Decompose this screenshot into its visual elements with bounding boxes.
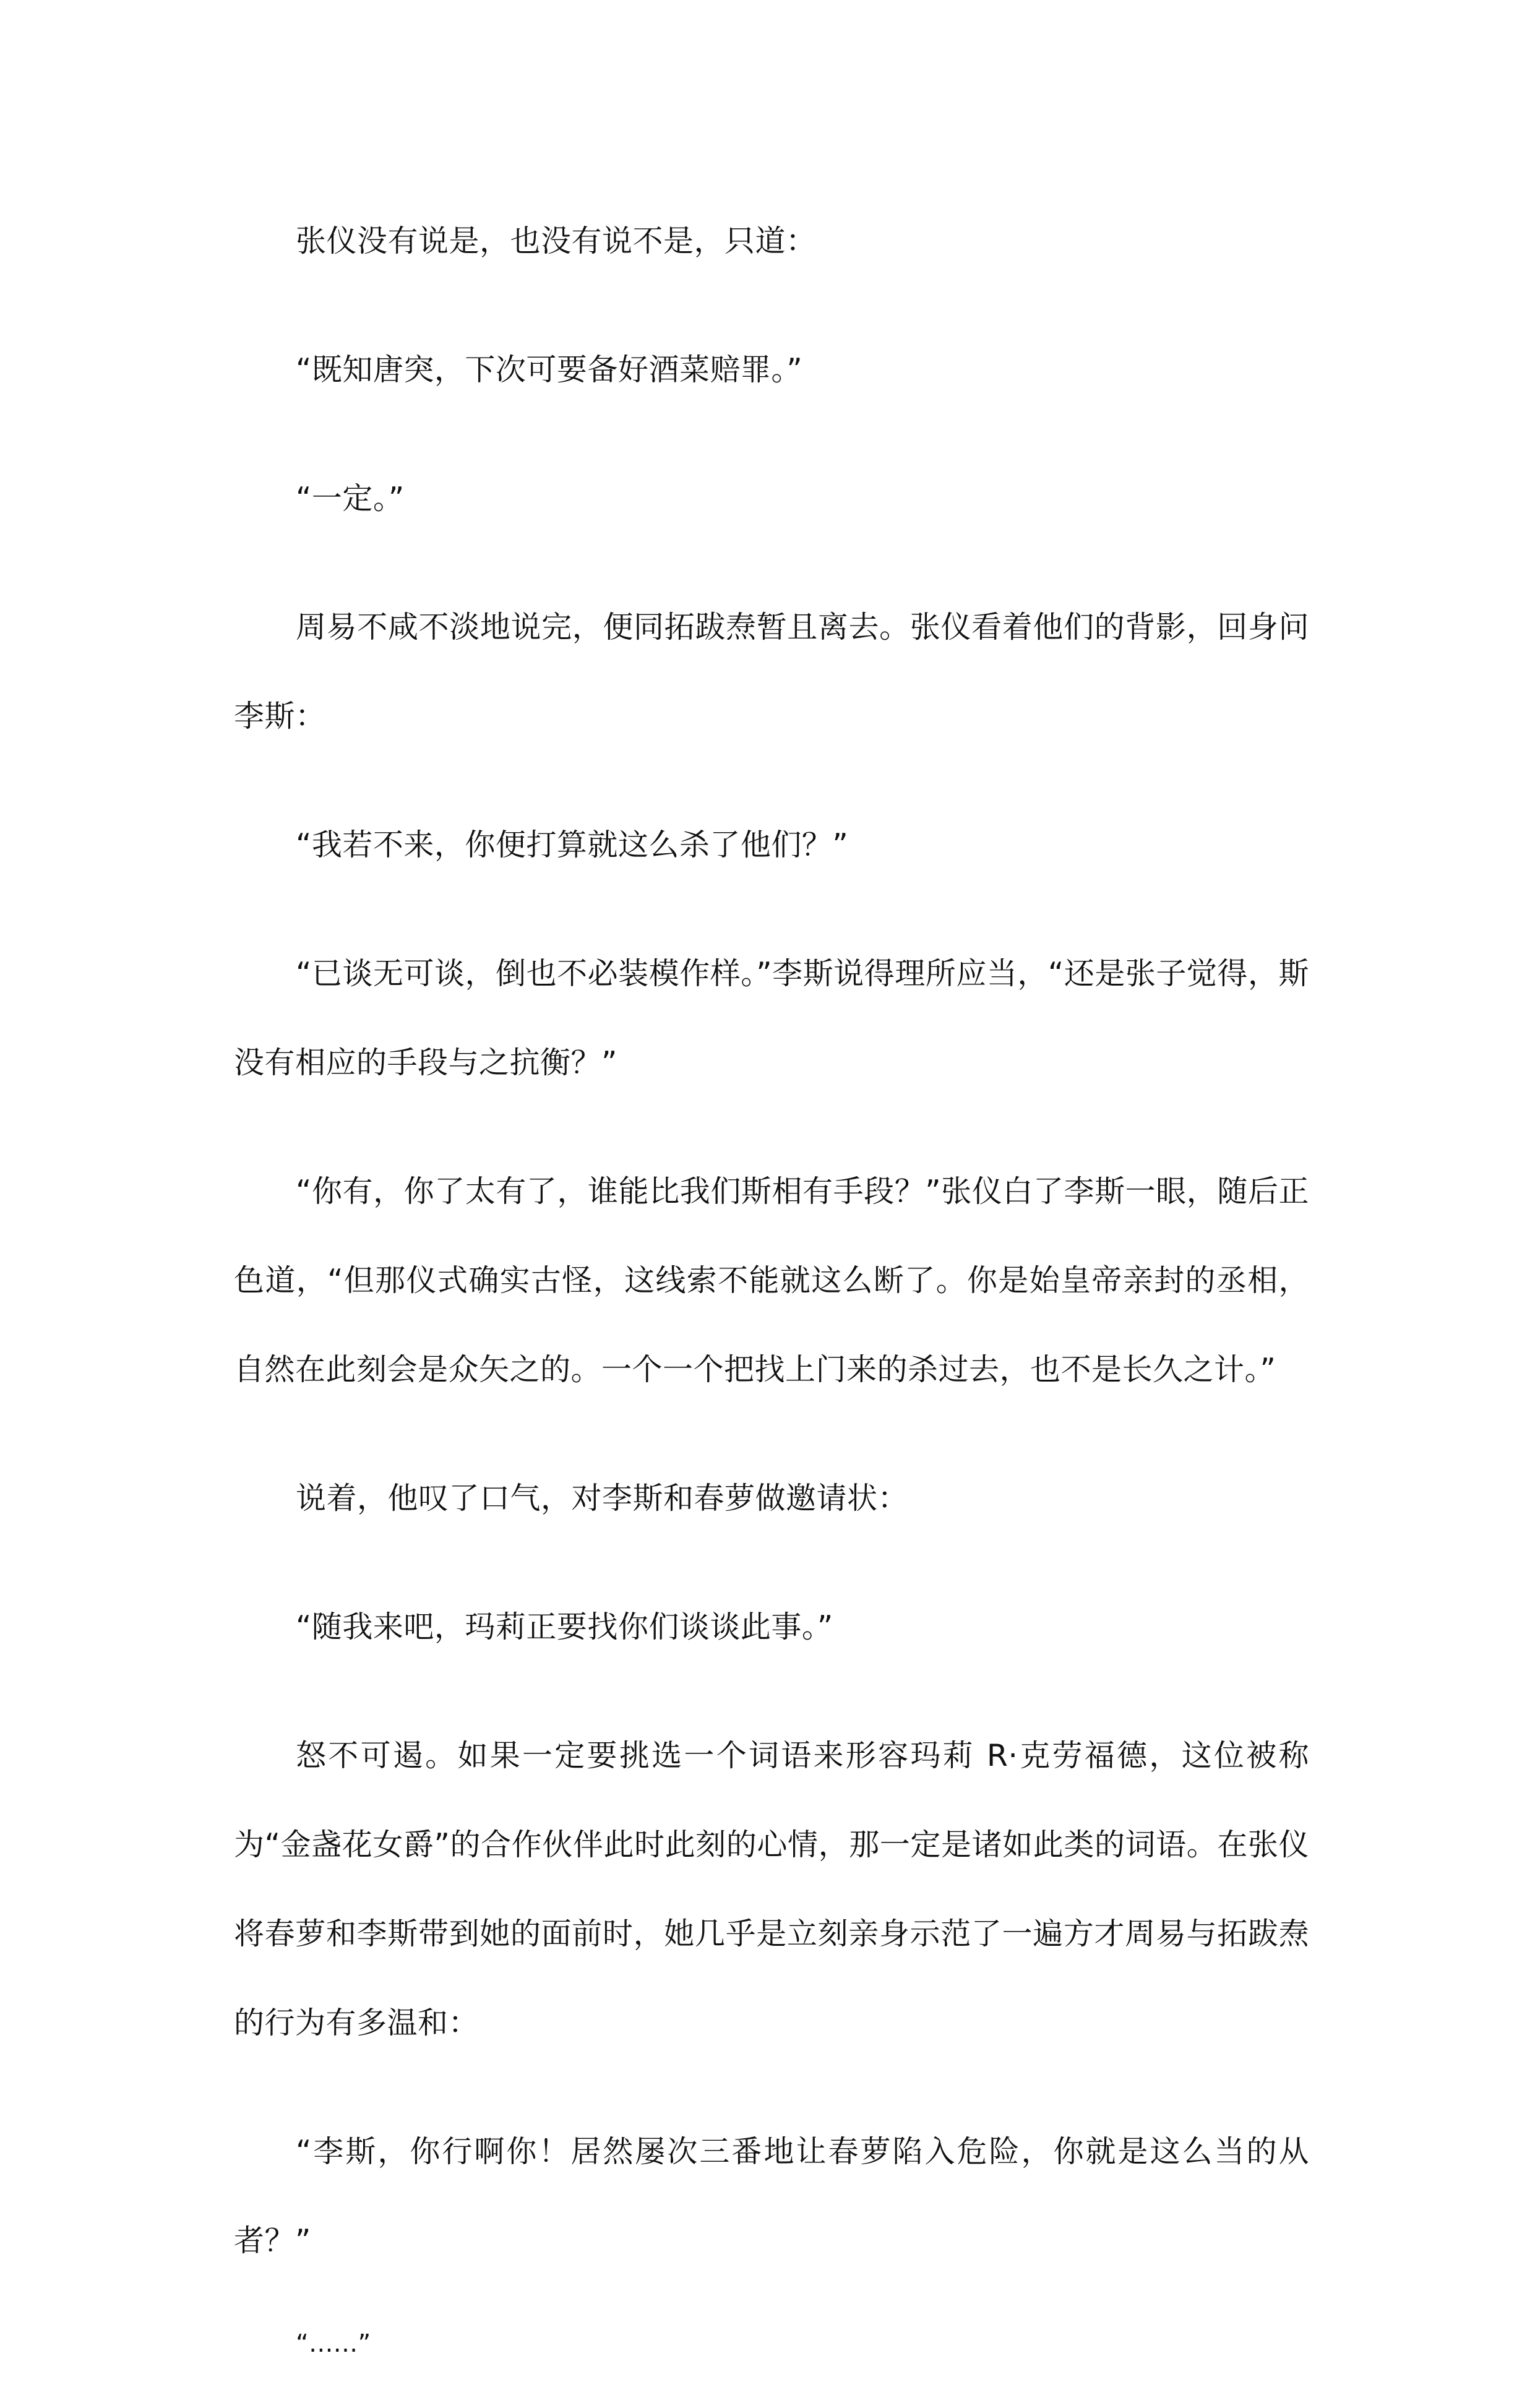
paragraph: “我若不来，你便打算就这么杀了他们？” [296,827,849,862]
paragraph: “已谈无可谈，倒也不必装模作样。”李斯说得理所应当，“还是张子觉得，斯没有相应的手段与之抗衡？” [234,956,1309,1080]
paragraph: 张仪没有说是，也没有说不是，只道： [296,223,817,259]
paragraph: “既知唐突，下次可要备好酒菜赔罪。” [296,352,803,387]
paragraph: 周易不咸不淡地说完，便同拓跋焘暂且离去。张仪看着他们的背影，回身问李斯： [234,609,1309,734]
document-page [234,197,1309,2408]
paragraph: 说着，他叹了口气，对李斯和春萝做邀请状： [296,1481,909,1516]
paragraph-ellipsis: “......” [296,2329,371,2358]
paragraph: “李斯，你行啊你！居然屡次三番地让春萝陷入危险，你就是这么当的从者？” [234,2134,1309,2258]
paragraph: “一定。” [296,481,405,516]
paragraph: “随我来吧，玛莉正要找你们谈谈此事。” [296,1609,833,1645]
paragraph: 怒不可遏。如果一定要挑选一个词语来形容玛莉 R·克劳福德，这位被称为“金盏花女爵”的合作伙伴此时此刻的心情，那一定是诸如此类的词语。在张仪将春萝和李斯带到她的面前时，她几乎是立刻亲身示范了一遍方才周易与拓跋焘的行为有多温和： [234,1738,1309,2040]
paragraph: “你有，你了太有了，谁能比我们斯相有手段？”张仪白了李斯一眼，随后正色道，“但那仪式确实古怪，这线索不能就这么断了。你是始皇帝亲封的丞相，自然在此刻会是众矢之的。一个一个把找上门来的杀过去，也不是长久之计。” [234,1174,1309,1387]
